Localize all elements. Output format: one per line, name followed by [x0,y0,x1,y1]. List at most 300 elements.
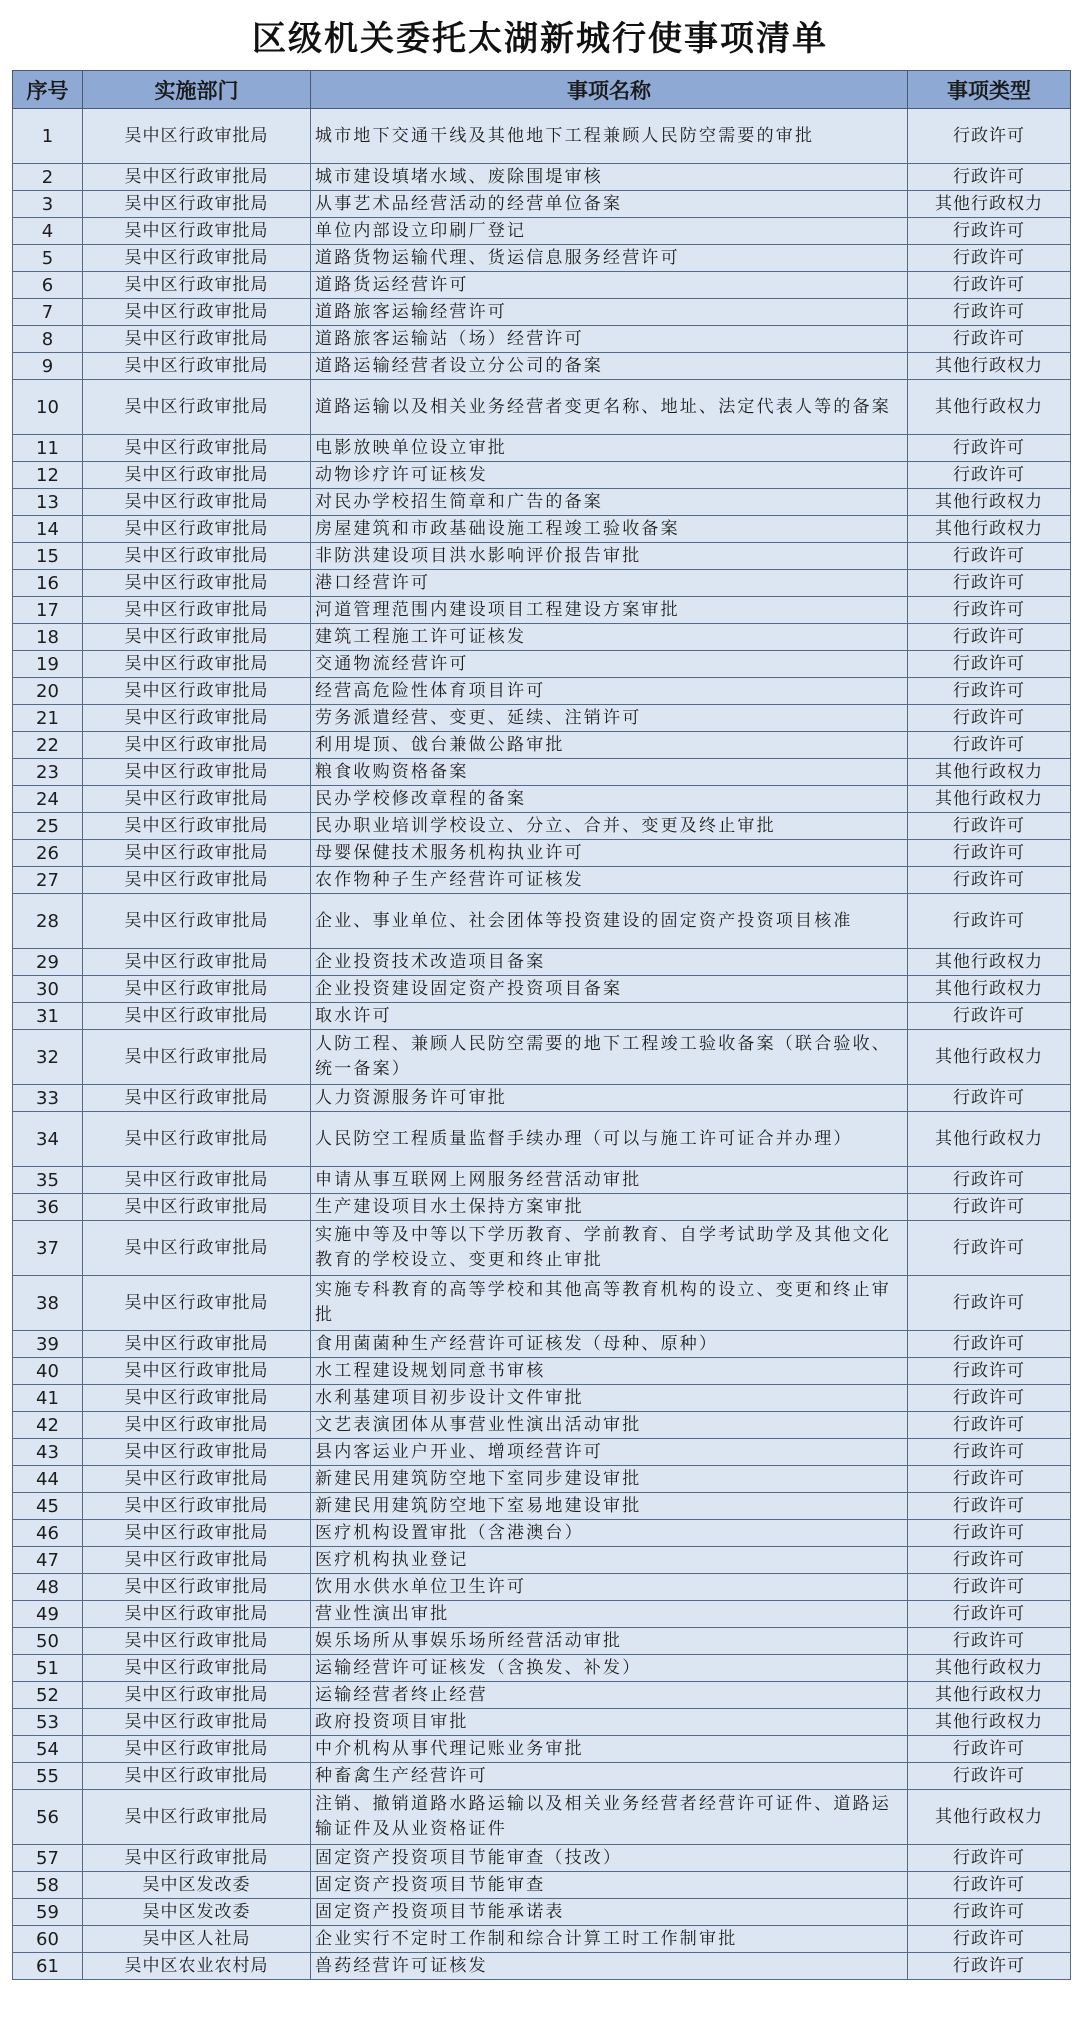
cell-department: 吴中区行政审批局 [83,867,311,894]
cell-serial: 15 [13,543,83,570]
table-row [13,976,1071,1003]
cell-matter-type: 行政许可 [908,1574,1071,1601]
cell-department: 吴中区行政审批局 [83,299,311,326]
header-matter-name: 事项名称 [311,71,908,109]
cell-matter-name: 兽药经营许可证核发 [311,1953,908,1980]
cell-serial: 56 [13,1790,83,1845]
cell-matter-type: 其他行政权力 [908,1709,1071,1736]
cell-matter-type: 行政许可 [908,1003,1071,1030]
cell-matter-type: 行政许可 [908,1085,1071,1112]
cell-department: 吴中区行政审批局 [83,1547,311,1574]
cell-matter-name: 中介机构从事代理记账业务审批 [311,1736,908,1763]
cell-serial: 54 [13,1736,83,1763]
cell-serial: 36 [13,1194,83,1221]
cell-matter-type: 行政许可 [908,867,1071,894]
table-row [13,1003,1071,1030]
cell-serial: 52 [13,1682,83,1709]
cell-matter-type: 行政许可 [908,1493,1071,1520]
cell-matter-type: 行政许可 [908,1331,1071,1358]
matters-table [12,70,1071,1980]
header-matter-type: 事项类型 [908,71,1071,109]
table-row [13,1276,1071,1331]
cell-matter-type: 行政许可 [908,543,1071,570]
table-row [13,949,1071,976]
table-row [13,1194,1071,1221]
cell-serial: 59 [13,1899,83,1926]
cell-matter-type: 行政许可 [908,435,1071,462]
cell-matter-name: 房屋建筑和市政基础设施工程竣工验收备案 [311,516,908,543]
cell-department: 吴中区行政审批局 [83,1194,311,1221]
cell-matter-name: 非防洪建设项目洪水影响评价报告审批 [311,543,908,570]
table-row [13,732,1071,759]
cell-serial: 46 [13,1520,83,1547]
cell-matter-type: 行政许可 [908,813,1071,840]
cell-matter-type: 行政许可 [908,1845,1071,1872]
cell-matter-name: 农作物种子生产经营许可证核发 [311,867,908,894]
cell-matter-type: 行政许可 [908,1385,1071,1412]
table-row [13,840,1071,867]
table-row [13,1763,1071,1790]
cell-matter-name: 注销、撤销道路水路运输以及相关业务经营者经营许可证件、道路运输证件及从业资格证件 [311,1790,908,1845]
cell-matter-name: 固定资产投资项目节能审查（技改） [311,1845,908,1872]
cell-matter-name: 食用菌菌种生产经营许可证核发（母种、原种） [311,1331,908,1358]
table-row [13,894,1071,949]
table-row [13,813,1071,840]
cell-matter-type: 行政许可 [908,1276,1071,1331]
cell-matter-name: 企业投资技术改造项目备案 [311,949,908,976]
table-row [13,218,1071,245]
cell-serial: 25 [13,813,83,840]
cell-serial: 17 [13,597,83,624]
cell-matter-name: 民办职业培训学校设立、分立、合并、变更及终止审批 [311,813,908,840]
table-row [13,1331,1071,1358]
cell-matter-name: 饮用水供水单位卫生许可 [311,1574,908,1601]
cell-department: 吴中区行政审批局 [83,597,311,624]
cell-matter-name: 文艺表演团体从事营业性演出活动审批 [311,1412,908,1439]
table-row [13,1112,1071,1167]
cell-serial: 23 [13,759,83,786]
cell-matter-name: 交通物流经营许可 [311,651,908,678]
cell-department: 吴中区行政审批局 [83,1167,311,1194]
cell-serial: 45 [13,1493,83,1520]
cell-department: 吴中区行政审批局 [83,462,311,489]
cell-matter-type: 行政许可 [908,651,1071,678]
cell-matter-name: 人民防空工程质量监督手续办理（可以与施工许可证合并办理） [311,1112,908,1167]
table-row [13,1547,1071,1574]
table-row [13,1439,1071,1466]
cell-department: 吴中区行政审批局 [83,245,311,272]
cell-matter-name: 道路货运经营许可 [311,272,908,299]
cell-matter-name: 种畜禽生产经营许可 [311,1763,908,1790]
cell-serial: 37 [13,1221,83,1276]
cell-serial: 7 [13,299,83,326]
cell-matter-name: 实施中等及中等以下学历教育、学前教育、自学考试助学及其他文化教育的学校设立、变更和终止审批 [311,1221,908,1276]
cell-department: 吴中区行政审批局 [83,1221,311,1276]
cell-department: 吴中区行政审批局 [83,543,311,570]
cell-department: 吴中区行政审批局 [83,651,311,678]
cell-matter-type: 行政许可 [908,1358,1071,1385]
cell-department: 吴中区行政审批局 [83,786,311,813]
cell-serial: 24 [13,786,83,813]
cell-matter-name: 道路旅客运输经营许可 [311,299,908,326]
cell-serial: 53 [13,1709,83,1736]
table-row [13,570,1071,597]
cell-department: 吴中区行政审批局 [83,109,311,164]
cell-matter-type: 其他行政权力 [908,786,1071,813]
cell-matter-type: 其他行政权力 [908,1655,1071,1682]
cell-matter-type: 行政许可 [908,570,1071,597]
cell-department: 吴中区行政审批局 [83,1331,311,1358]
cell-serial: 13 [13,489,83,516]
cell-department: 吴中区行政审批局 [83,191,311,218]
cell-serial: 32 [13,1030,83,1085]
cell-matter-name: 道路旅客运输站（场）经营许可 [311,326,908,353]
cell-serial: 26 [13,840,83,867]
cell-matter-type: 行政许可 [908,597,1071,624]
cell-serial: 51 [13,1655,83,1682]
table-row [13,651,1071,678]
cell-matter-type: 行政许可 [908,732,1071,759]
table-row [13,380,1071,435]
table-row [13,759,1071,786]
table-row [13,1790,1071,1845]
cell-department: 吴中区行政审批局 [83,570,311,597]
cell-matter-type: 行政许可 [908,1628,1071,1655]
cell-serial: 12 [13,462,83,489]
cell-matter-type: 行政许可 [908,1763,1071,1790]
cell-serial: 29 [13,949,83,976]
cell-serial: 10 [13,380,83,435]
cell-serial: 14 [13,516,83,543]
cell-department: 吴中区行政审批局 [83,489,311,516]
cell-serial: 49 [13,1601,83,1628]
cell-department: 吴中区人社局 [83,1926,311,1953]
table-row [13,1030,1071,1085]
cell-matter-name: 民办学校修改章程的备案 [311,786,908,813]
cell-serial: 5 [13,245,83,272]
cell-matter-type: 行政许可 [908,1547,1071,1574]
cell-serial: 8 [13,326,83,353]
cell-matter-type: 行政许可 [908,1439,1071,1466]
cell-matter-type: 其他行政权力 [908,1112,1071,1167]
cell-matter-type: 其他行政权力 [908,1682,1071,1709]
table-row [13,1736,1071,1763]
table-row [13,786,1071,813]
cell-department: 吴中区行政审批局 [83,1003,311,1030]
cell-matter-name: 新建民用建筑防空地下室同步建设审批 [311,1466,908,1493]
table-row [13,597,1071,624]
cell-serial: 27 [13,867,83,894]
cell-matter-type: 行政许可 [908,1953,1071,1980]
cell-matter-type: 行政许可 [908,1926,1071,1953]
table-row [13,1655,1071,1682]
cell-matter-type: 行政许可 [908,326,1071,353]
cell-matter-name: 申请从事互联网上网服务经营活动审批 [311,1167,908,1194]
cell-matter-name: 电影放映单位设立审批 [311,435,908,462]
cell-department: 吴中区行政审批局 [83,1276,311,1331]
cell-matter-name: 企业实行不定时工作制和综合计算工时工作制审批 [311,1926,908,1953]
table-row [13,1221,1071,1276]
table-row [13,1520,1071,1547]
table-body [13,109,1071,1980]
cell-department: 吴中区行政审批局 [83,326,311,353]
table-row [13,1601,1071,1628]
cell-serial: 19 [13,651,83,678]
cell-department: 吴中区行政审批局 [83,1709,311,1736]
cell-department: 吴中区行政审批局 [83,840,311,867]
cell-matter-type: 行政许可 [908,678,1071,705]
table-row [13,624,1071,651]
cell-department: 吴中区行政审批局 [83,759,311,786]
cell-matter-name: 生产建设项目水土保持方案审批 [311,1194,908,1221]
cell-matter-name: 母婴保健技术服务机构执业许可 [311,840,908,867]
table-row [13,1493,1071,1520]
table-row [13,299,1071,326]
cell-serial: 58 [13,1872,83,1899]
cell-serial: 6 [13,272,83,299]
table-row [13,1845,1071,1872]
cell-serial: 34 [13,1112,83,1167]
cell-matter-name: 固定资产投资项目节能审查 [311,1872,908,1899]
cell-serial: 9 [13,353,83,380]
cell-matter-type: 行政许可 [908,894,1071,949]
cell-department: 吴中区行政审批局 [83,1112,311,1167]
table-row [13,1953,1071,1980]
table-row [13,435,1071,462]
table-row [13,272,1071,299]
table-row [13,867,1071,894]
cell-department: 吴中区行政审批局 [83,1030,311,1085]
cell-matter-type: 行政许可 [908,1412,1071,1439]
cell-matter-name: 水利基建项目初步设计文件审批 [311,1385,908,1412]
table-row [13,705,1071,732]
cell-matter-type: 其他行政权力 [908,489,1071,516]
cell-department: 吴中区行政审批局 [83,1628,311,1655]
cell-matter-type: 其他行政权力 [908,976,1071,1003]
cell-serial: 31 [13,1003,83,1030]
table-row [13,1085,1071,1112]
cell-matter-name: 营业性演出审批 [311,1601,908,1628]
cell-department: 吴中区行政审批局 [83,1358,311,1385]
cell-department: 吴中区发改委 [83,1899,311,1926]
table-row [13,1574,1071,1601]
cell-matter-type: 其他行政权力 [908,1790,1071,1845]
table-row [13,516,1071,543]
cell-serial: 20 [13,678,83,705]
cell-department: 吴中区行政审批局 [83,1763,311,1790]
cell-serial: 47 [13,1547,83,1574]
table-row [13,109,1071,164]
cell-serial: 4 [13,218,83,245]
cell-serial: 38 [13,1276,83,1331]
cell-department: 吴中区行政审批局 [83,380,311,435]
cell-matter-name: 港口经营许可 [311,570,908,597]
cell-department: 吴中区行政审批局 [83,1412,311,1439]
cell-department: 吴中区农业农村局 [83,1953,311,1980]
table-row [13,1358,1071,1385]
cell-serial: 28 [13,894,83,949]
cell-serial: 11 [13,435,83,462]
cell-department: 吴中区行政审批局 [83,1385,311,1412]
header-department: 实施部门 [83,71,311,109]
cell-matter-name: 河道管理范围内建设项目工程建设方案审批 [311,597,908,624]
cell-matter-type: 其他行政权力 [908,353,1071,380]
cell-matter-name: 动物诊疗许可证核发 [311,462,908,489]
cell-matter-type: 行政许可 [908,1899,1071,1926]
cell-matter-type: 行政许可 [908,1601,1071,1628]
cell-matter-type: 其他行政权力 [908,380,1071,435]
cell-matter-type: 行政许可 [908,1194,1071,1221]
cell-matter-name: 实施专科教育的高等学校和其他高等教育机构的设立、变更和终止审批 [311,1276,908,1331]
cell-serial: 60 [13,1926,83,1953]
cell-matter-type: 行政许可 [908,164,1071,191]
table-row [13,1926,1071,1953]
table-row [13,1167,1071,1194]
cell-serial: 57 [13,1845,83,1872]
cell-matter-type: 行政许可 [908,624,1071,651]
table-row [13,1682,1071,1709]
cell-matter-name: 县内客运业户开业、增项经营许可 [311,1439,908,1466]
cell-matter-name: 道路运输以及相关业务经营者变更名称、地址、法定代表人等的备案 [311,380,908,435]
table-row [13,1385,1071,1412]
table-row [13,326,1071,353]
cell-department: 吴中区行政审批局 [83,1466,311,1493]
cell-department: 吴中区行政审批局 [83,435,311,462]
cell-matter-name: 劳务派遣经营、变更、延续、注销许可 [311,705,908,732]
cell-matter-name: 企业投资建设固定资产投资项目备案 [311,976,908,1003]
cell-matter-type: 其他行政权力 [908,191,1071,218]
cell-matter-name: 政府投资项目审批 [311,1709,908,1736]
cell-serial: 22 [13,732,83,759]
cell-department: 吴中区行政审批局 [83,1520,311,1547]
cell-matter-name: 取水许可 [311,1003,908,1030]
table-row [13,543,1071,570]
cell-matter-type: 行政许可 [908,1520,1071,1547]
cell-department: 吴中区行政审批局 [83,516,311,543]
cell-serial: 1 [13,109,83,164]
cell-matter-name: 医疗机构执业登记 [311,1547,908,1574]
document-title: 区级机关委托太湖新城行使事项清单 [252,18,828,59]
table-row [13,1412,1071,1439]
cell-matter-type: 行政许可 [908,245,1071,272]
cell-department: 吴中区行政审批局 [83,1682,311,1709]
cell-serial: 21 [13,705,83,732]
cell-department: 吴中区行政审批局 [83,353,311,380]
cell-serial: 3 [13,191,83,218]
cell-matter-name: 道路运输经营者设立分公司的备案 [311,353,908,380]
cell-serial: 35 [13,1167,83,1194]
cell-matter-type: 其他行政权力 [908,1030,1071,1085]
cell-matter-name: 医疗机构设置审批（含港澳台） [311,1520,908,1547]
cell-department: 吴中区行政审批局 [83,705,311,732]
cell-department: 吴中区行政审批局 [83,164,311,191]
cell-department: 吴中区行政审批局 [83,1736,311,1763]
cell-department: 吴中区行政审批局 [83,1655,311,1682]
cell-serial: 48 [13,1574,83,1601]
cell-matter-name: 企业、事业单位、社会团体等投资建设的固定资产投资项目核准 [311,894,908,949]
cell-serial: 42 [13,1412,83,1439]
cell-department: 吴中区行政审批局 [83,1845,311,1872]
cell-department: 吴中区行政审批局 [83,813,311,840]
cell-matter-name: 人防工程、兼顾人民防空需要的地下工程竣工验收备案（联合验收、统一备案） [311,1030,908,1085]
cell-matter-name: 粮食收购资格备案 [311,759,908,786]
cell-matter-type: 行政许可 [908,109,1071,164]
cell-matter-name: 建筑工程施工许可证核发 [311,624,908,651]
cell-matter-name: 道路货物运输代理、货运信息服务经营许可 [311,245,908,272]
cell-department: 吴中区行政审批局 [83,1493,311,1520]
header-serial: 序号 [13,71,83,109]
cell-department: 吴中区行政审批局 [83,624,311,651]
cell-serial: 39 [13,1331,83,1358]
cell-matter-type: 其他行政权力 [908,949,1071,976]
table-row [13,678,1071,705]
cell-serial: 2 [13,164,83,191]
cell-matter-type: 行政许可 [908,299,1071,326]
cell-matter-type: 行政许可 [908,462,1071,489]
cell-department: 吴中区行政审批局 [83,272,311,299]
cell-department: 吴中区行政审批局 [83,1085,311,1112]
table-row [13,164,1071,191]
cell-serial: 33 [13,1085,83,1112]
table-row [13,1466,1071,1493]
table-row [13,489,1071,516]
table-row [13,462,1071,489]
table-row [13,1709,1071,1736]
cell-department: 吴中区发改委 [83,1872,311,1899]
cell-department: 吴中区行政审批局 [83,949,311,976]
cell-serial: 16 [13,570,83,597]
cell-matter-type: 行政许可 [908,1872,1071,1899]
cell-matter-type: 行政许可 [908,705,1071,732]
cell-matter-name: 人力资源服务许可审批 [311,1085,908,1112]
cell-matter-name: 利用堤顶、戗台兼做公路审批 [311,732,908,759]
cell-serial: 18 [13,624,83,651]
table-row [13,1899,1071,1926]
cell-matter-type: 行政许可 [908,218,1071,245]
table-header-row [13,71,1071,109]
cell-matter-type: 行政许可 [908,1736,1071,1763]
cell-matter-name: 经营高危险性体育项目许可 [311,678,908,705]
cell-department: 吴中区行政审批局 [83,894,311,949]
cell-serial: 43 [13,1439,83,1466]
cell-department: 吴中区行政审批局 [83,218,311,245]
cell-matter-name: 新建民用建筑防空地下室易地建设审批 [311,1493,908,1520]
cell-matter-type: 行政许可 [908,1221,1071,1276]
table-row [13,1872,1071,1899]
cell-matter-name: 单位内部设立印刷厂登记 [311,218,908,245]
table-row [13,1628,1071,1655]
cell-matter-name: 对民办学校招生简章和广告的备案 [311,489,908,516]
cell-department: 吴中区行政审批局 [83,1601,311,1628]
cell-serial: 44 [13,1466,83,1493]
cell-serial: 50 [13,1628,83,1655]
cell-matter-name: 城市地下交通干线及其他地下工程兼顾人民防空需要的审批 [311,109,908,164]
cell-matter-type: 行政许可 [908,272,1071,299]
cell-matter-name: 运输经营者终止经营 [311,1682,908,1709]
cell-department: 吴中区行政审批局 [83,1574,311,1601]
cell-department: 吴中区行政审批局 [83,976,311,1003]
cell-department: 吴中区行政审批局 [83,1439,311,1466]
cell-matter-name: 运输经营许可证核发（含换发、补发） [311,1655,908,1682]
table-row [13,353,1071,380]
cell-matter-type: 其他行政权力 [908,516,1071,543]
cell-matter-type: 行政许可 [908,1167,1071,1194]
cell-matter-name: 水工程建设规划同意书审核 [311,1358,908,1385]
cell-matter-name: 固定资产投资项目节能承诺表 [311,1899,908,1926]
cell-department: 吴中区行政审批局 [83,1790,311,1845]
cell-serial: 41 [13,1385,83,1412]
cell-serial: 30 [13,976,83,1003]
